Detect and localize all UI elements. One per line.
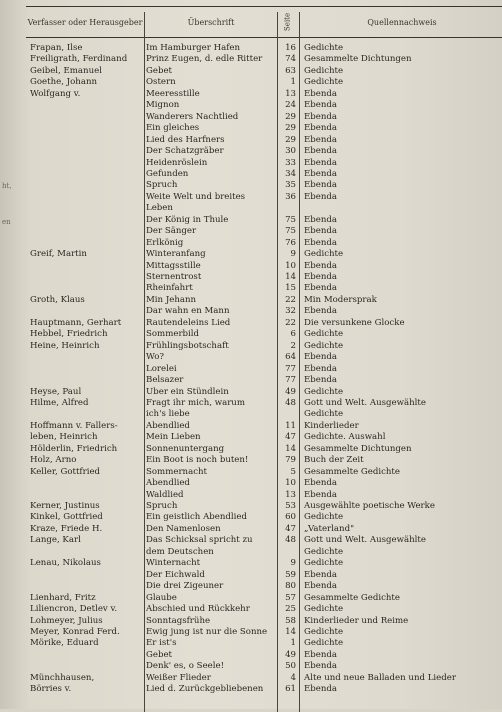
row-page: 29 bbox=[285, 111, 296, 122]
table-row bbox=[26, 89, 502, 99]
table-row bbox=[26, 661, 502, 671]
row-author: Hoffmann v. Fallers- bbox=[30, 420, 118, 431]
row-page: 13 bbox=[285, 489, 296, 500]
row-author: leben, Heinrich bbox=[30, 432, 98, 443]
row-author: Hebbel, Friedrich bbox=[30, 329, 108, 340]
row-source: Ebenda bbox=[304, 100, 338, 111]
row-title: Wo? bbox=[146, 352, 165, 363]
row-source: Gedichte bbox=[304, 65, 344, 76]
row-source: Ebenda bbox=[304, 146, 338, 157]
row-source: Ebenda bbox=[304, 123, 338, 134]
row-source: Ebenda bbox=[304, 684, 338, 695]
row-author: Wolfgang v. bbox=[30, 88, 81, 99]
row-source: Gesammelte Dichtungen bbox=[304, 443, 412, 454]
row-title: Das Schicksal spricht zu bbox=[146, 535, 253, 546]
row-title: Abschied und Rückkehr bbox=[146, 604, 250, 615]
row-page: 76 bbox=[285, 237, 296, 248]
row-page: 47 bbox=[285, 432, 296, 443]
table-row bbox=[26, 409, 502, 419]
row-author: Kraze, Friede H. bbox=[30, 523, 103, 534]
table-row bbox=[26, 54, 502, 64]
margin-mark: ht, bbox=[2, 182, 12, 190]
row-source: Gedichte bbox=[304, 409, 344, 420]
row-page: 57 bbox=[285, 592, 296, 603]
table-row bbox=[26, 387, 502, 397]
row-page: 4 bbox=[290, 672, 296, 683]
row-page: 60 bbox=[285, 512, 296, 523]
table-row bbox=[26, 467, 502, 477]
table-row bbox=[26, 238, 502, 248]
row-page: 59 bbox=[285, 569, 296, 580]
table-row bbox=[26, 192, 502, 202]
row-source: Kinderlieder bbox=[304, 420, 359, 431]
row-author: Greif, Martin bbox=[30, 249, 87, 260]
row-title: Ostern bbox=[146, 77, 176, 88]
row-author: Münchhausen, bbox=[30, 672, 95, 683]
row-author: Lange, Karl bbox=[30, 535, 81, 546]
table-row bbox=[26, 306, 502, 316]
table-row bbox=[26, 490, 502, 500]
row-page: 36 bbox=[285, 191, 296, 202]
row-title: Gebet bbox=[146, 649, 172, 660]
row-title: Frühlingsbotschaft bbox=[146, 340, 229, 351]
row-source: Ebenda bbox=[304, 478, 338, 489]
row-title: Lorelei bbox=[146, 363, 177, 374]
table-row bbox=[26, 295, 502, 305]
table-row bbox=[26, 432, 502, 442]
row-title: Belsazer bbox=[146, 375, 184, 386]
row-page: 9 bbox=[290, 249, 296, 260]
row-page: 5 bbox=[290, 466, 296, 477]
row-title: Waldlied bbox=[146, 489, 184, 500]
row-page: 22 bbox=[285, 294, 296, 305]
row-author: Heyse, Paul bbox=[30, 386, 82, 397]
table-row bbox=[26, 570, 502, 580]
row-title: Heidenröslein bbox=[146, 157, 208, 168]
table-row bbox=[26, 616, 502, 626]
table-row bbox=[26, 43, 502, 53]
row-page: 22 bbox=[285, 317, 296, 328]
header-page: Seite bbox=[283, 12, 292, 32]
row-author: Keller, Gottfried bbox=[30, 466, 101, 477]
table-row bbox=[26, 535, 502, 545]
table-row bbox=[26, 215, 502, 225]
row-page: 79 bbox=[285, 455, 296, 466]
row-source: Ebenda bbox=[304, 111, 338, 122]
row-author: Hölderlin, Friedrich bbox=[30, 443, 118, 454]
row-author: Liliencron, Detlev v. bbox=[30, 604, 118, 615]
table-row bbox=[26, 249, 502, 259]
row-source: Ebenda bbox=[304, 191, 338, 202]
row-source: Ebenda bbox=[304, 134, 338, 145]
row-author: Kerner, Justinus bbox=[30, 501, 100, 511]
row-source: Gesammelte Dichtungen bbox=[304, 54, 412, 65]
row-author: Heine, Heinrich bbox=[30, 340, 100, 351]
row-title: Lied des Harfners bbox=[146, 134, 225, 145]
row-page: 34 bbox=[285, 168, 296, 179]
row-page: 35 bbox=[285, 180, 296, 191]
table-row bbox=[26, 180, 502, 190]
row-author: Groth, Klaus bbox=[30, 294, 85, 305]
row-page: 32 bbox=[285, 306, 296, 317]
table-header bbox=[26, 6, 502, 38]
row-title: Lied d. Zurückgebliebenen bbox=[146, 684, 264, 695]
row-source: Ebenda bbox=[304, 88, 338, 99]
row-title: Glaube bbox=[146, 592, 177, 603]
table-row bbox=[26, 650, 502, 660]
row-page: 75 bbox=[285, 226, 296, 237]
row-title: Fragt ihr mich, warum bbox=[146, 397, 245, 408]
row-source: Gedichte bbox=[304, 43, 344, 53]
row-title: Über ein Stündlein bbox=[146, 386, 229, 397]
row-title: Spruch bbox=[146, 180, 178, 191]
table-row bbox=[26, 283, 502, 293]
row-page: 63 bbox=[285, 65, 296, 76]
row-source: Ebenda bbox=[304, 661, 338, 672]
row-author: Holz, Arno bbox=[30, 455, 77, 466]
row-author: Goethe, Johann bbox=[30, 77, 98, 88]
table-row bbox=[26, 329, 502, 339]
row-source: Ebenda bbox=[304, 157, 338, 168]
row-title: Gebet bbox=[146, 65, 172, 76]
row-source: Die versunkene Glocke bbox=[304, 317, 405, 328]
row-title: Der König in Thule bbox=[146, 214, 229, 225]
table-row bbox=[26, 146, 502, 156]
header-title: Überschrift bbox=[187, 17, 235, 27]
row-page: 80 bbox=[285, 581, 296, 592]
row-page: 47 bbox=[285, 523, 296, 534]
table-row bbox=[26, 593, 502, 603]
row-title: Winteranfang bbox=[146, 249, 206, 260]
row-source: Gedichte bbox=[304, 386, 344, 397]
row-source: Ebenda bbox=[304, 569, 338, 580]
row-title: Sommernacht bbox=[146, 466, 208, 477]
row-source: Ebenda bbox=[304, 581, 338, 592]
row-page: 30 bbox=[285, 146, 296, 157]
row-title: Sonnenuntergang bbox=[146, 443, 225, 454]
row-title: Sommerbild bbox=[146, 329, 200, 340]
row-source: Alte und neue Balladen und Lieder bbox=[304, 672, 456, 683]
row-page: 9 bbox=[290, 558, 296, 569]
table-row bbox=[26, 684, 502, 694]
row-source: Ebenda bbox=[304, 363, 338, 374]
row-source: Ebenda bbox=[304, 168, 338, 179]
row-author: Meyer, Konrad Ferd. bbox=[30, 626, 120, 637]
row-page: 29 bbox=[285, 134, 296, 145]
row-page: 1 bbox=[290, 77, 296, 88]
header-source: Quellennachweis bbox=[367, 17, 437, 27]
row-source: Ebenda bbox=[304, 180, 338, 191]
row-title: Winternacht bbox=[146, 558, 201, 569]
row-title: ich's liebe bbox=[146, 409, 190, 420]
row-source: Ebenda bbox=[304, 283, 338, 294]
table-row bbox=[26, 558, 502, 568]
row-page: 13 bbox=[285, 88, 296, 99]
row-page: 1 bbox=[290, 638, 296, 649]
row-page: 64 bbox=[285, 352, 296, 363]
row-title: Mittagsstille bbox=[146, 260, 201, 271]
row-source: Gesammelte Gedichte bbox=[304, 466, 400, 477]
row-title: Rautendeleins Lied bbox=[146, 317, 231, 328]
row-title: Spruch bbox=[146, 501, 178, 511]
row-title: Wanderers Nachtlied bbox=[146, 111, 239, 122]
table-row bbox=[26, 272, 502, 282]
row-page: 33 bbox=[285, 157, 296, 168]
table-row bbox=[26, 226, 502, 236]
row-title: Die drei Zigeuner bbox=[146, 581, 224, 592]
row-author: Hilme, Alfred bbox=[30, 397, 89, 408]
table-row bbox=[26, 352, 502, 362]
row-source: Gedichte bbox=[304, 604, 344, 615]
row-source: „Vaterland" bbox=[304, 523, 355, 534]
row-page: 29 bbox=[285, 123, 296, 134]
row-page: 10 bbox=[285, 260, 296, 271]
row-source: Ebenda bbox=[304, 352, 338, 363]
margin-mark: en bbox=[2, 218, 11, 226]
row-source: Kinderlieder und Reime bbox=[304, 615, 409, 626]
row-page: 10 bbox=[285, 478, 296, 489]
row-page: 14 bbox=[285, 443, 296, 454]
row-title: Erlkönig bbox=[146, 237, 184, 248]
row-page: 53 bbox=[285, 501, 296, 511]
table-row bbox=[26, 66, 502, 76]
row-title: Ein geistlich Abendlied bbox=[146, 512, 247, 523]
row-title: Dar wahn en Mann bbox=[146, 306, 230, 317]
row-title: Der Schatzgräber bbox=[146, 146, 224, 157]
row-page: 49 bbox=[285, 386, 296, 397]
table-row bbox=[26, 444, 502, 454]
row-author: Lohmeyer, Julius bbox=[30, 615, 103, 626]
row-title: Ein gleiches bbox=[146, 123, 200, 134]
row-page: 25 bbox=[285, 604, 296, 615]
row-title: Sternentrost bbox=[146, 272, 202, 282]
table-row bbox=[26, 478, 502, 488]
table-row bbox=[26, 112, 502, 122]
row-title: Meeresstille bbox=[146, 88, 200, 99]
table-row bbox=[26, 77, 502, 87]
row-page: 77 bbox=[285, 375, 296, 386]
row-author: Frapan, Ilse bbox=[30, 43, 83, 53]
row-title: Rheinfahrt bbox=[146, 283, 193, 294]
row-title: Im Hamburger Hafen bbox=[146, 43, 241, 53]
row-page: 14 bbox=[285, 626, 296, 637]
row-page: 6 bbox=[290, 329, 296, 340]
row-title: Ein Boot is noch buten! bbox=[146, 455, 249, 466]
table-row bbox=[26, 627, 502, 637]
row-source: Gedichte bbox=[304, 77, 344, 88]
row-source: Ausgewählte poetische Werke bbox=[304, 501, 435, 511]
row-title: Min Jehann bbox=[146, 294, 197, 305]
row-page: 61 bbox=[285, 684, 296, 695]
row-source: Ebenda bbox=[304, 649, 338, 660]
row-page: 2 bbox=[290, 340, 296, 351]
row-source: Ebenda bbox=[304, 214, 338, 225]
row-source: Min Modersprak bbox=[304, 294, 377, 305]
row-title: Leben bbox=[146, 203, 173, 214]
row-source: Ebenda bbox=[304, 237, 338, 248]
row-title: Der Sänger bbox=[146, 226, 197, 237]
row-source: Gedichte bbox=[304, 329, 344, 340]
row-source: Gott und Welt. Ausgewählte bbox=[304, 397, 426, 408]
table-row bbox=[26, 169, 502, 179]
row-page: 77 bbox=[285, 363, 296, 374]
row-source: Gedichte bbox=[304, 249, 344, 260]
header-author: Verfasser oder Herausgeber bbox=[27, 17, 143, 27]
row-source: Gedichte bbox=[304, 558, 344, 569]
table-row bbox=[26, 341, 502, 351]
row-title: Prinz Eugen, d. edle Ritter bbox=[146, 54, 263, 65]
table-row bbox=[26, 261, 502, 271]
row-source: Gott und Welt. Ausgewählte bbox=[304, 535, 426, 546]
table-row bbox=[26, 135, 502, 145]
row-title: Den Namenlosen bbox=[146, 523, 221, 534]
row-title: Gefunden bbox=[146, 168, 189, 179]
row-author: Freiligrath, Ferdinand bbox=[30, 54, 128, 65]
row-title: Ewig jung ist nur die Sonne bbox=[146, 626, 268, 637]
row-page: 50 bbox=[285, 661, 296, 672]
row-source: Gedichte bbox=[304, 340, 344, 351]
row-source: Ebenda bbox=[304, 272, 338, 282]
row-source: Buch der Zeit bbox=[304, 455, 364, 466]
row-source: Gedichte bbox=[304, 546, 344, 557]
table-row bbox=[26, 581, 502, 591]
row-author: Lienhard, Fritz bbox=[30, 592, 96, 603]
row-source: Gedichte bbox=[304, 512, 344, 523]
row-title: Abendlied bbox=[146, 478, 190, 489]
row-page: 16 bbox=[285, 43, 296, 53]
row-source: Gesammelte Gedichte bbox=[304, 592, 400, 603]
table-row bbox=[26, 604, 502, 614]
row-page: 48 bbox=[285, 397, 296, 408]
row-author: Hauptmann, Gerhart bbox=[30, 317, 122, 328]
table-row bbox=[26, 375, 502, 385]
row-source: Ebenda bbox=[304, 226, 338, 237]
table-row bbox=[26, 100, 502, 110]
row-title: Er ist's bbox=[146, 638, 177, 649]
row-title: Der Eichwald bbox=[146, 569, 205, 580]
row-source: Ebenda bbox=[304, 489, 338, 500]
row-page: 75 bbox=[285, 214, 296, 225]
table-row bbox=[26, 364, 502, 374]
table-row bbox=[26, 318, 502, 328]
row-title: Weite Welt und breites bbox=[146, 191, 246, 202]
table-row bbox=[26, 524, 502, 534]
row-author: Mörike, Eduard bbox=[30, 638, 99, 649]
table-row bbox=[26, 512, 502, 522]
table-row bbox=[26, 638, 502, 648]
row-page: 74 bbox=[285, 54, 296, 65]
row-title: Weißer Flieder bbox=[146, 672, 211, 683]
row-source: Ebenda bbox=[304, 375, 338, 386]
table-row bbox=[26, 203, 502, 213]
table-row bbox=[26, 455, 502, 465]
row-source: Ebenda bbox=[304, 260, 338, 271]
row-author: Börries v. bbox=[30, 684, 72, 695]
table-row bbox=[26, 547, 502, 557]
row-page: 24 bbox=[285, 100, 296, 111]
row-page: 58 bbox=[285, 615, 296, 626]
row-title: Sonntagsfrühe bbox=[146, 615, 211, 626]
row-source: Gedichte. Auswahl bbox=[304, 432, 386, 443]
row-title: Abendlied bbox=[146, 420, 190, 431]
table-row bbox=[26, 398, 502, 408]
row-title: dem Deutschen bbox=[146, 546, 214, 557]
row-author: Kinkel, Gottfried bbox=[30, 512, 103, 523]
row-page: 48 bbox=[285, 535, 296, 546]
table-row bbox=[26, 421, 502, 431]
row-author: Lenau, Nikolaus bbox=[30, 558, 101, 569]
table-row bbox=[26, 158, 502, 168]
row-source: Gedichte bbox=[304, 638, 344, 649]
row-author: Geibel, Emanuel bbox=[30, 65, 102, 76]
row-page: 14 bbox=[285, 272, 296, 282]
row-page: 49 bbox=[285, 649, 296, 660]
row-source: Gedichte bbox=[304, 626, 344, 637]
table-row bbox=[26, 673, 502, 683]
row-title: Mein Lieben bbox=[146, 432, 201, 443]
table-row bbox=[26, 123, 502, 133]
table-row bbox=[26, 501, 502, 511]
row-title: Denk' es, o Seele! bbox=[146, 661, 225, 672]
row-title: Mignon bbox=[146, 100, 180, 111]
row-source: Ebenda bbox=[304, 306, 338, 317]
row-page: 11 bbox=[285, 420, 296, 431]
row-page: 15 bbox=[285, 283, 296, 294]
